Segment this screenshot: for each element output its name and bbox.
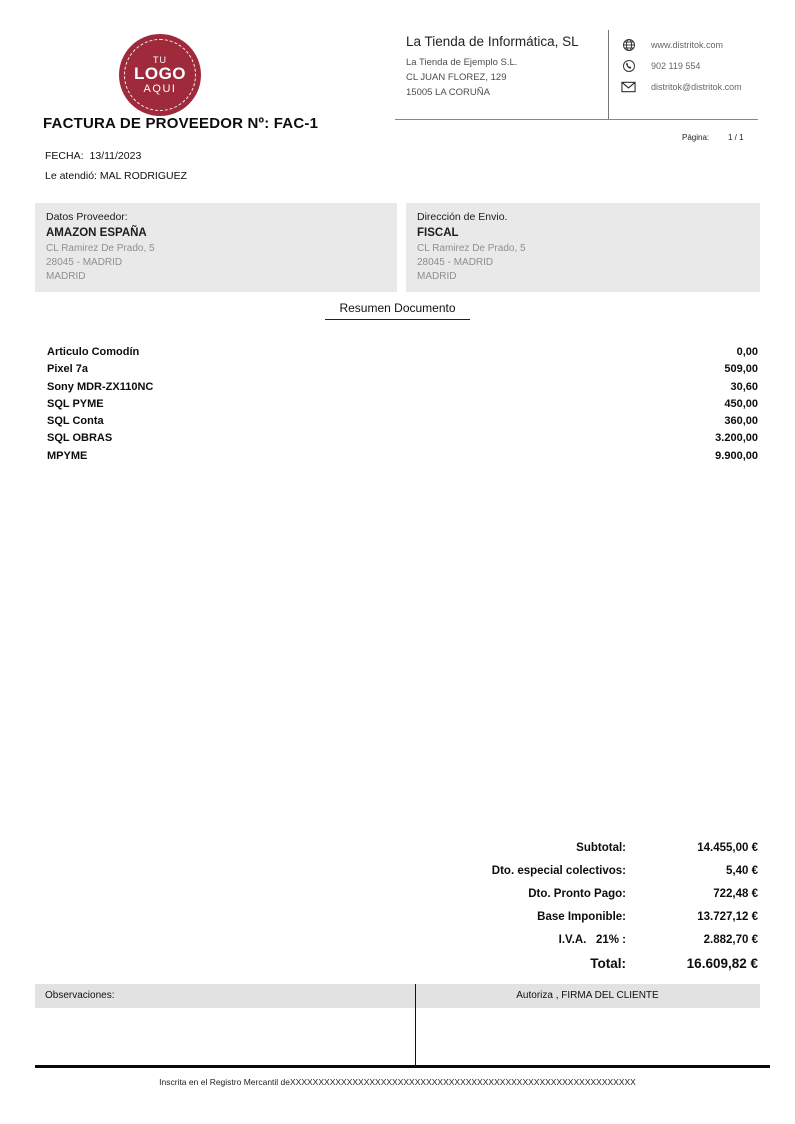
- contact-list: [621, 34, 742, 97]
- observations-label: Observaciones:: [45, 990, 115, 1001]
- invoice-date-label: FECHA:: [45, 150, 84, 162]
- company-logo: [119, 34, 201, 116]
- phone-text: 902 119 554: [651, 60, 701, 71]
- item-amount: 0,00: [736, 346, 758, 358]
- shipping-city: MADRID: [417, 271, 457, 282]
- shipping-box-label: Dirección de Envio.: [417, 211, 508, 223]
- invoice-title: FACTURA DE PROVEEDOR Nº: FAC-1: [43, 115, 319, 132]
- authorize-label: Autoriza , FIRMA DEL CLIENTE: [516, 990, 659, 1001]
- company-name: La Tienda de Informática, SL: [406, 34, 579, 49]
- vat-row: [35, 928, 758, 951]
- envelope-icon: [621, 79, 636, 94]
- logo-text-line2: LOGO: [133, 63, 187, 83]
- item-row: [35, 363, 758, 380]
- company-street: CL JUAN FLOREZ, 129: [406, 72, 507, 83]
- bottom-rule: [35, 1065, 770, 1068]
- item-amount: 9.900,00: [715, 449, 758, 462]
- item-name: SQL PYME: [47, 397, 104, 410]
- header-horizontal-rule: [395, 119, 758, 120]
- header-vertical-divider: [608, 30, 609, 120]
- company-city: 15005 LA CORUÑA: [406, 87, 490, 98]
- item-row: [35, 450, 758, 467]
- registry-footer: Inscrita en el Registro Mercantil deXXXXXXXXXXXXXXXXXXXXXXXXXXXXXXXXXXXXXXXXXXXXXXXXXXXXXXXXXXXXX: [159, 1077, 636, 1087]
- vat-label: I.V.A. 21% :: [558, 933, 626, 946]
- company-info: [406, 33, 606, 100]
- discount-collective-value: 5,40 €: [726, 864, 758, 877]
- page-number-label: Página:: [682, 133, 710, 142]
- item-row: [35, 346, 758, 363]
- items-list: [35, 346, 758, 467]
- page-number-value: 1 / 1: [728, 133, 744, 142]
- invoice-date-value: 13/11/2023: [89, 150, 142, 162]
- item-name: Pixel 7a: [47, 363, 88, 376]
- observations-band: [35, 984, 760, 1008]
- vat-value: 2.882,70 €: [703, 933, 758, 946]
- summary-heading-wrap: [0, 299, 795, 320]
- logo-ring: [124, 39, 196, 111]
- item-name: SQL OBRAS: [47, 432, 113, 445]
- contact-phone: [621, 55, 742, 76]
- provider-postal: 28045 - MADRID: [46, 257, 123, 268]
- discount-collective-label: Dto. especial colectivos:: [491, 864, 626, 877]
- subtotal-row: [35, 836, 758, 859]
- item-amount: 450,00: [724, 397, 758, 410]
- item-row: [35, 415, 758, 432]
- item-amount: 3.200,00: [715, 432, 758, 445]
- phone-icon: [621, 58, 636, 73]
- taxable-base-value: 13.727,12 €: [697, 910, 758, 923]
- shipping-street: CL Ramirez De Prado, 5: [417, 243, 526, 254]
- contact-website: [621, 34, 742, 55]
- subtotal-value: 14.455,00 €: [697, 841, 758, 854]
- item-row: [35, 381, 758, 398]
- logo-text-line3: AQUI: [143, 82, 177, 95]
- item-row: [35, 432, 758, 449]
- discount-collective-row: [35, 859, 758, 882]
- subtotal-label: Subtotal:: [576, 841, 626, 854]
- contact-email: [621, 76, 742, 97]
- taxable-base-label: Base Imponible:: [537, 910, 626, 923]
- shipping-name: FISCAL: [417, 227, 459, 239]
- totals-block: [35, 836, 758, 976]
- grand-total-row: [35, 951, 758, 976]
- provider-city: MADRID: [46, 271, 86, 282]
- taxable-base-row: [35, 905, 758, 928]
- summary-heading: Resumen Documento: [325, 301, 469, 320]
- item-amount: 509,00: [724, 363, 758, 376]
- item-name: SQL Conta: [47, 415, 104, 428]
- shipping-postal: 28045 - MADRID: [417, 257, 494, 268]
- discount-prompt-payment-value: 722,48 €: [713, 887, 758, 900]
- provider-name: AMAZON ESPAÑA: [46, 227, 147, 239]
- email-text: distritok@distritok.com: [651, 81, 742, 92]
- company-legal-name: La Tienda de Ejemplo S.L.: [406, 57, 518, 68]
- website-text: www.distritok.com: [651, 39, 724, 50]
- item-name: Sony MDR-ZX110NC: [47, 380, 154, 393]
- invoice-date: [45, 150, 141, 162]
- attended-by: Le atendió: MAL RODRIGUEZ: [45, 170, 187, 182]
- shipping-box: [406, 203, 760, 292]
- grand-total-label: Total:: [590, 956, 626, 971]
- provider-street: CL Ramirez De Prado, 5: [46, 243, 155, 254]
- item-row: [35, 398, 758, 415]
- grand-total-value: 16.609,82 €: [686, 956, 758, 971]
- provider-box-label: Datos Proveedor:: [46, 211, 128, 223]
- discount-prompt-payment-label: Dto. Pronto Pago:: [528, 887, 626, 900]
- item-amount: 30,60: [730, 380, 758, 393]
- provider-box: [35, 203, 397, 292]
- signature-vertical-divider: [415, 984, 416, 1068]
- item-name: MPYME: [47, 449, 88, 462]
- item-name: Articulo Comodín: [47, 346, 140, 358]
- discount-prompt-payment-row: [35, 882, 758, 905]
- item-amount: 360,00: [724, 415, 758, 428]
- globe-icon: [621, 37, 636, 52]
- logo-text-line1: TU: [153, 54, 167, 65]
